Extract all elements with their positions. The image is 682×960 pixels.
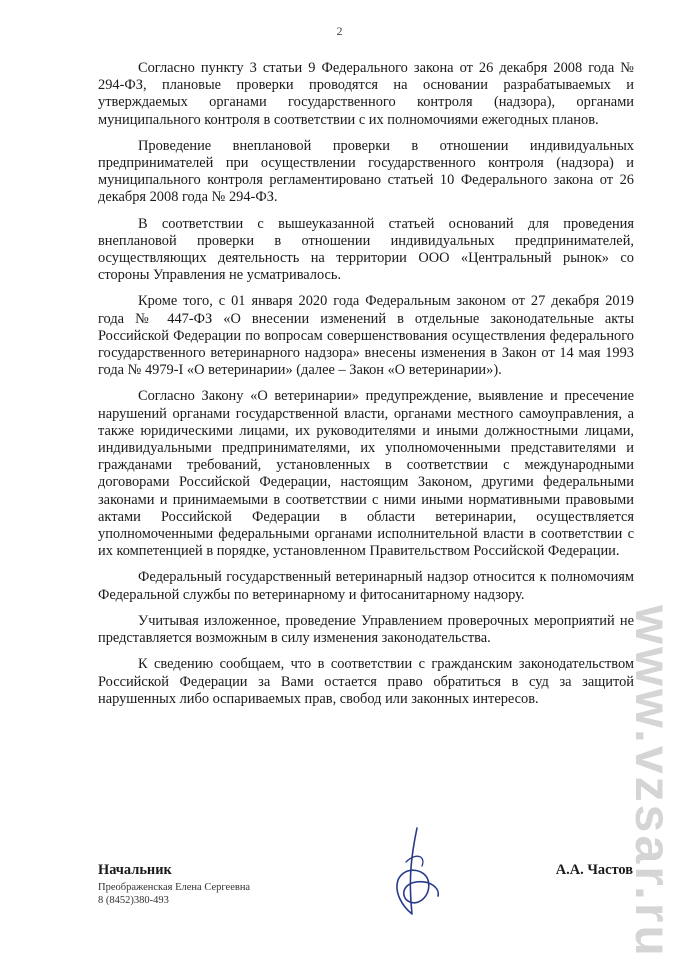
paragraph: Кроме того, с 01 января 2020 года Федеральным законом от 27 декабря 2019 года № 447-ФЗ «О внесении изменений в отдельные законодательные акты Российской Федерации по вопросам совершенствования осуществления федерального государственного ветеринарного надзора» внесены изменения в Закон от 14 мая 1993 года № 4979-I «О ветеринарии» (далее – Закон «О ветеринарии»). — [98, 293, 634, 379]
paragraph: Проведение внеплановой проверки в отношении индивидуальных предпринимателей при осуществлении государственного контроля (надзора) и муниципального контроля регламентировано статьей 10 Федерального закона от 26 декабря 2008 года № 294-ФЗ. — [98, 137, 634, 206]
watermark-text: www.vzsar.ru — [625, 605, 681, 959]
letter-body — [98, 60, 634, 717]
executor-phone: 8 (8452)380-493 — [98, 895, 169, 906]
paragraph: Учитывая изложенное, проведение Управлением проверочных мероприятий не представляется возможным в силу изменения законодательства. — [98, 612, 634, 647]
paragraph: Федеральный государственный ветеринарный надзор относится к полномочиям Федеральной службы по ветеринарному и фитосанитарному надзору. — [98, 569, 634, 603]
paragraph: Согласно Закону «О ветеринарии» предупреждение, выявление и пресечение нарушений органами государственной власти, органами местного самоуправления, а также юридическими лицами, их руководителями и иными должностными лицами, индивидуальными предпринимателями, их уполномоченными представителями и гражданами требований, установленных в соответствии с международными договорами Российской Федерации, настоящим Законом, другими федеральными законами и принимаемыми в соответствии с ними иными нормативными правовыми актами Российской Федерации в области ветеринарии, осуществляется уполномоченными федеральными органами исполнительной власти в соответствии с их компетенцией в порядке, установленном Правительством Российской Федерации. — [98, 388, 634, 560]
page-number: 2 — [336, 24, 343, 38]
site-watermark — [625, 605, 681, 959]
signatory-title: Начальник — [98, 862, 172, 878]
executor-name: Преображенская Елена Сергеевна — [98, 882, 251, 893]
paragraph: В соответствии с вышеуказанной статьей оснований для проведения внеплановой проверки в отношении индивидуальных предпринимателей, осуществляющих деятельность на территории ООО «Центральный рынок» со стороны Управления не усматривалось. — [98, 215, 634, 284]
handwritten-signature — [382, 822, 452, 922]
signatory-name: А.А. Частов — [555, 862, 633, 878]
executor-info — [98, 881, 250, 907]
paragraph: К сведению сообщаем, что в соответствии с гражданским законодательством Российской Федерации за Вами остается право обратиться в суд за защитой нарушенных либо оспариваемых прав, свобод или законных интересов. — [98, 656, 634, 707]
paragraph: Согласно пункту 3 статьи 9 Федерального закона от 26 декабря 2008 года № 294-ФЗ, плановые проверки проводятся на основании разрабатываемых и утверждаемых органами государственного контроля (надзора), органами муниципального контроля в соответствии с их полномочиями ежегодных планов. — [98, 60, 634, 128]
